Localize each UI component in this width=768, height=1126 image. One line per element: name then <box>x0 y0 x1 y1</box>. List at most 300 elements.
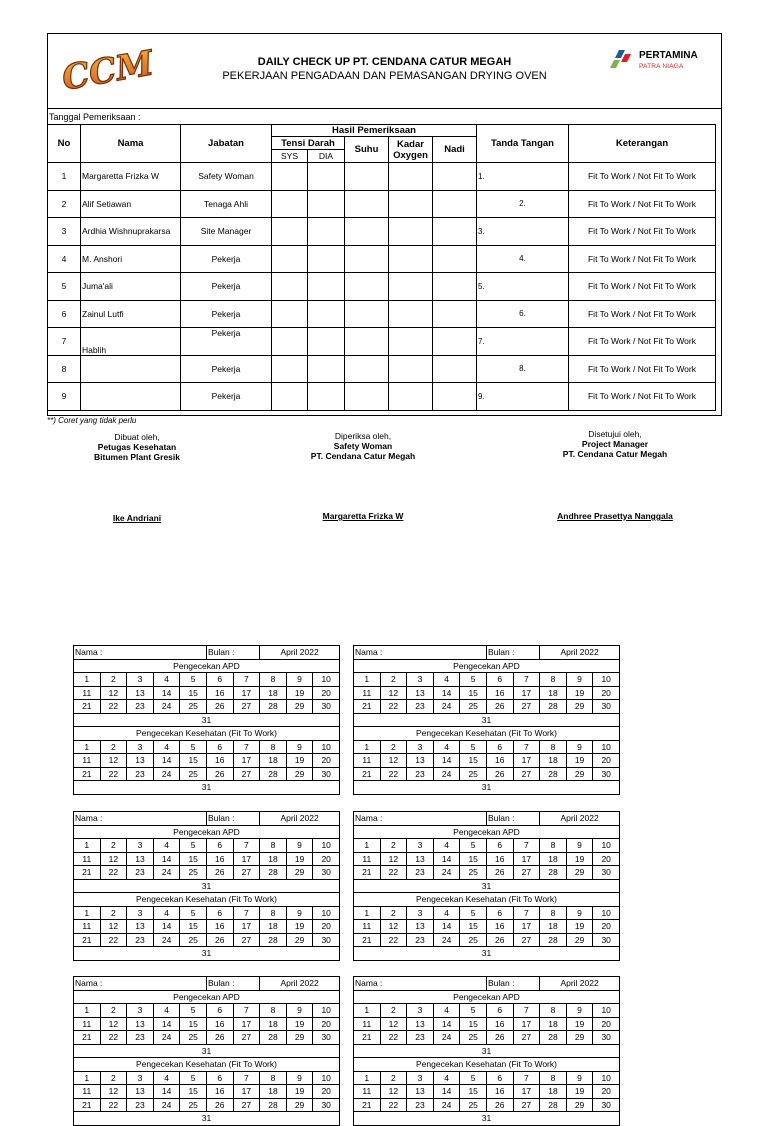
cal-day-cell[interactable]: 31 <box>74 1112 340 1126</box>
cal-day-cell[interactable]: 20 <box>593 1085 620 1099</box>
cal-day-cell[interactable]: 25 <box>460 700 487 714</box>
cal-day-cell[interactable]: 1 <box>74 740 101 754</box>
cal-day-cell[interactable]: 15 <box>460 1085 487 1099</box>
cal-day-cell[interactable]: 2 <box>380 1004 407 1018</box>
cal-day-cell[interactable]: 31 <box>354 713 620 727</box>
cal-day-cell[interactable]: 17 <box>233 754 260 768</box>
cal-day-cell[interactable]: 13 <box>407 1085 434 1099</box>
cal-day-cell[interactable]: 23 <box>127 700 154 714</box>
cal-day-cell[interactable]: 28 <box>540 1098 567 1112</box>
cal-day-cell[interactable]: 11 <box>354 1085 381 1099</box>
cal-day-cell[interactable]: 5 <box>180 906 207 920</box>
cal-day-cell[interactable]: 31 <box>74 1044 340 1058</box>
cal-day-cell[interactable]: 9 <box>286 839 313 853</box>
cal-day-cell[interactable]: 17 <box>513 754 540 768</box>
cal-day-cell[interactable]: 31 <box>354 947 620 961</box>
cal-day-cell[interactable]: 24 <box>433 866 460 880</box>
cal-day-cell[interactable]: 24 <box>153 767 180 781</box>
cal-day-cell[interactable]: 16 <box>206 686 233 700</box>
cal-day-cell[interactable]: 28 <box>260 866 287 880</box>
cal-day-cell[interactable]: 12 <box>380 920 407 934</box>
cal-day-cell[interactable]: 28 <box>540 933 567 947</box>
cal-day-cell[interactable]: 10 <box>593 839 620 853</box>
cal-day-cell[interactable]: 19 <box>566 754 593 768</box>
cal-day-cell[interactable]: 19 <box>566 1085 593 1099</box>
cal-day-cell[interactable]: 27 <box>513 866 540 880</box>
cal-day-cell[interactable]: 7 <box>513 740 540 754</box>
cal-day-cell[interactable]: 31 <box>354 781 620 795</box>
cal-day-cell[interactable]: 20 <box>593 852 620 866</box>
cal-day-cell[interactable]: 1 <box>354 740 381 754</box>
cal-day-cell[interactable]: 18 <box>540 852 567 866</box>
cal-day-cell[interactable]: 4 <box>433 1004 460 1018</box>
cal-day-cell[interactable]: 16 <box>486 852 513 866</box>
row-nadi[interactable] <box>433 300 477 328</box>
cal-day-cell[interactable]: 10 <box>593 673 620 687</box>
cal-day-cell[interactable]: 8 <box>540 1004 567 1018</box>
cal-day-cell[interactable]: 17 <box>513 1017 540 1031</box>
cal-day-cell[interactable]: 24 <box>153 1098 180 1112</box>
cal-day-cell[interactable]: 3 <box>407 1071 434 1085</box>
cal-day-cell[interactable]: 19 <box>566 920 593 934</box>
cal-day-cell[interactable]: 7 <box>233 1071 260 1085</box>
cal-day-cell[interactable]: 20 <box>593 754 620 768</box>
cal-day-cell[interactable]: 17 <box>513 1085 540 1099</box>
cal-day-cell[interactable]: 21 <box>74 1031 101 1045</box>
cal-day-cell[interactable]: 6 <box>206 1004 233 1018</box>
cal-day-cell[interactable]: 20 <box>593 1017 620 1031</box>
cal-day-cell[interactable]: 30 <box>593 866 620 880</box>
cal-day-cell[interactable]: 31 <box>354 1112 620 1126</box>
row-nadi[interactable] <box>433 218 477 246</box>
cal-day-cell[interactable]: 12 <box>380 852 407 866</box>
cal-day-cell[interactable]: 20 <box>313 920 340 934</box>
cal-day-cell[interactable]: 7 <box>233 673 260 687</box>
cal-day-cell[interactable]: 17 <box>233 920 260 934</box>
cal-day-cell[interactable]: 1 <box>74 839 101 853</box>
cal-day-cell[interactable]: 10 <box>313 673 340 687</box>
cal-day-cell[interactable]: 11 <box>74 1085 101 1099</box>
cal-day-cell[interactable]: 23 <box>407 767 434 781</box>
cal-day-cell[interactable]: 16 <box>486 1085 513 1099</box>
cal-day-cell[interactable]: 16 <box>486 686 513 700</box>
cal-day-cell[interactable]: 6 <box>486 1004 513 1018</box>
cal-day-cell[interactable]: 2 <box>100 740 127 754</box>
cal-day-cell[interactable]: 24 <box>433 1098 460 1112</box>
cal-day-cell[interactable]: 30 <box>593 1031 620 1045</box>
cal-day-cell[interactable]: 26 <box>486 700 513 714</box>
cal-day-cell[interactable]: 17 <box>513 686 540 700</box>
row-sys[interactable] <box>272 328 308 356</box>
cal-day-cell[interactable]: 24 <box>153 700 180 714</box>
cal-day-cell[interactable]: 19 <box>286 852 313 866</box>
cal-day-cell[interactable]: 10 <box>593 1071 620 1085</box>
cal-day-cell[interactable]: 23 <box>407 700 434 714</box>
cal-day-cell[interactable]: 17 <box>513 920 540 934</box>
cal-day-cell[interactable]: 13 <box>127 852 154 866</box>
row-sys[interactable] <box>272 218 308 246</box>
cal-day-cell[interactable]: 19 <box>286 686 313 700</box>
cal-day-cell[interactable]: 29 <box>566 1031 593 1045</box>
cal-day-cell[interactable]: 3 <box>407 839 434 853</box>
cal-day-cell[interactable]: 3 <box>127 1004 154 1018</box>
row-dia[interactable] <box>308 328 345 356</box>
cal-day-cell[interactable]: 25 <box>460 1098 487 1112</box>
cal-day-cell[interactable]: 27 <box>233 1031 260 1045</box>
cal-day-cell[interactable]: 27 <box>233 933 260 947</box>
cal-day-cell[interactable]: 9 <box>566 839 593 853</box>
row-nadi[interactable] <box>433 163 477 191</box>
cal-day-cell[interactable]: 9 <box>286 906 313 920</box>
cal-day-cell[interactable]: 5 <box>460 906 487 920</box>
cal-day-cell[interactable]: 28 <box>540 866 567 880</box>
cal-day-cell[interactable]: 11 <box>74 686 101 700</box>
cal-day-cell[interactable]: 13 <box>407 686 434 700</box>
cal-day-cell[interactable]: 14 <box>153 754 180 768</box>
cal-day-cell[interactable]: 29 <box>566 767 593 781</box>
row-dia[interactable] <box>308 218 345 246</box>
cal-day-cell[interactable]: 20 <box>313 1085 340 1099</box>
cal-day-cell[interactable]: 25 <box>180 1098 207 1112</box>
cal-day-cell[interactable]: 26 <box>206 866 233 880</box>
cal-day-cell[interactable]: 1 <box>354 906 381 920</box>
cal-day-cell[interactable]: 2 <box>380 740 407 754</box>
cal-day-cell[interactable]: 21 <box>354 1098 381 1112</box>
row-sys[interactable] <box>272 355 308 383</box>
cal-day-cell[interactable]: 3 <box>407 1004 434 1018</box>
cal-day-cell[interactable]: 4 <box>433 673 460 687</box>
cal-day-cell[interactable]: 19 <box>286 754 313 768</box>
cal-day-cell[interactable]: 30 <box>313 1098 340 1112</box>
cal-day-cell[interactable]: 31 <box>354 1044 620 1058</box>
cal-day-cell[interactable]: 9 <box>286 740 313 754</box>
cal-day-cell[interactable]: 12 <box>380 754 407 768</box>
cal-day-cell[interactable]: 5 <box>460 1004 487 1018</box>
cal-day-cell[interactable]: 25 <box>460 1031 487 1045</box>
row-kadar-oxygen[interactable] <box>389 190 433 218</box>
cal-day-cell[interactable]: 3 <box>127 1071 154 1085</box>
cal-day-cell[interactable]: 15 <box>180 754 207 768</box>
cal-day-cell[interactable]: 10 <box>593 1004 620 1018</box>
cal-day-cell[interactable]: 14 <box>153 1017 180 1031</box>
cal-day-cell[interactable]: 19 <box>286 1017 313 1031</box>
row-sys[interactable] <box>272 273 308 301</box>
cal-day-cell[interactable]: 25 <box>180 1031 207 1045</box>
row-sys[interactable] <box>272 245 308 273</box>
cal-day-cell[interactable]: 9 <box>566 740 593 754</box>
cal-day-cell[interactable]: 21 <box>74 866 101 880</box>
cal-day-cell[interactable]: 30 <box>593 700 620 714</box>
cal-day-cell[interactable]: 26 <box>206 1031 233 1045</box>
cal-day-cell[interactable]: 3 <box>407 740 434 754</box>
cal-day-cell[interactable]: 14 <box>433 852 460 866</box>
cal-day-cell[interactable]: 20 <box>593 920 620 934</box>
cal-day-cell[interactable]: 27 <box>233 767 260 781</box>
cal-day-cell[interactable]: 27 <box>513 1031 540 1045</box>
cal-day-cell[interactable]: 18 <box>540 1017 567 1031</box>
row-nadi[interactable] <box>433 355 477 383</box>
cal-day-cell[interactable]: 5 <box>460 1071 487 1085</box>
cal-day-cell[interactable]: 22 <box>380 866 407 880</box>
cal-day-cell[interactable]: 23 <box>127 767 154 781</box>
cal-day-cell[interactable]: 2 <box>100 906 127 920</box>
cal-day-cell[interactable]: 30 <box>313 767 340 781</box>
cal-day-cell[interactable]: 17 <box>513 852 540 866</box>
cal-day-cell[interactable]: 29 <box>286 700 313 714</box>
cal-day-cell[interactable]: 3 <box>127 839 154 853</box>
cal-day-cell[interactable]: 21 <box>354 1031 381 1045</box>
cal-day-cell[interactable]: 28 <box>540 767 567 781</box>
cal-day-cell[interactable]: 9 <box>286 1004 313 1018</box>
cal-day-cell[interactable]: 14 <box>433 920 460 934</box>
cal-day-cell[interactable]: 12 <box>100 852 127 866</box>
cal-day-cell[interactable]: 26 <box>486 933 513 947</box>
row-nadi[interactable] <box>433 245 477 273</box>
cal-day-cell[interactable]: 9 <box>566 1004 593 1018</box>
cal-day-cell[interactable]: 27 <box>513 700 540 714</box>
cal-day-cell[interactable]: 17 <box>233 1017 260 1031</box>
cal-day-cell[interactable]: 10 <box>313 839 340 853</box>
row-suhu[interactable] <box>345 190 389 218</box>
cal-day-cell[interactable]: 2 <box>380 839 407 853</box>
cal-day-cell[interactable]: 11 <box>354 852 381 866</box>
cal-day-cell[interactable]: 29 <box>566 933 593 947</box>
cal-day-cell[interactable]: 23 <box>407 1031 434 1045</box>
cal-day-cell[interactable]: 5 <box>180 740 207 754</box>
cal-day-cell[interactable]: 13 <box>407 754 434 768</box>
cal-day-cell[interactable]: 29 <box>286 933 313 947</box>
cal-day-cell[interactable]: 28 <box>260 1098 287 1112</box>
cal-day-cell[interactable]: 24 <box>433 933 460 947</box>
row-kadar-oxygen[interactable] <box>389 300 433 328</box>
cal-day-cell[interactable]: 10 <box>593 740 620 754</box>
cal-day-cell[interactable]: 29 <box>566 866 593 880</box>
cal-day-cell[interactable]: 21 <box>74 767 101 781</box>
cal-day-cell[interactable]: 16 <box>206 852 233 866</box>
cal-day-cell[interactable]: 24 <box>433 700 460 714</box>
row-suhu[interactable] <box>345 328 389 356</box>
cal-day-cell[interactable]: 15 <box>460 686 487 700</box>
cal-day-cell[interactable]: 6 <box>206 1071 233 1085</box>
cal-day-cell[interactable]: 18 <box>260 754 287 768</box>
cal-day-cell[interactable]: 27 <box>233 1098 260 1112</box>
cal-day-cell[interactable]: 27 <box>513 1098 540 1112</box>
cal-day-cell[interactable]: 30 <box>593 1098 620 1112</box>
row-kadar-oxygen[interactable] <box>389 245 433 273</box>
cal-day-cell[interactable]: 19 <box>566 852 593 866</box>
cal-day-cell[interactable]: 19 <box>566 1017 593 1031</box>
cal-day-cell[interactable]: 22 <box>100 933 127 947</box>
cal-day-cell[interactable]: 8 <box>260 839 287 853</box>
cal-day-cell[interactable]: 28 <box>260 700 287 714</box>
row-sys[interactable] <box>272 383 308 411</box>
cal-day-cell[interactable]: 9 <box>566 906 593 920</box>
cal-day-cell[interactable]: 8 <box>540 1071 567 1085</box>
cal-day-cell[interactable]: 18 <box>540 754 567 768</box>
row-dia[interactable] <box>308 355 345 383</box>
cal-day-cell[interactable]: 4 <box>153 673 180 687</box>
cal-day-cell[interactable]: 6 <box>206 839 233 853</box>
cal-day-cell[interactable]: 21 <box>74 933 101 947</box>
cal-day-cell[interactable]: 19 <box>566 686 593 700</box>
row-suhu[interactable] <box>345 273 389 301</box>
cal-day-cell[interactable]: 11 <box>354 1017 381 1031</box>
row-kadar-oxygen[interactable] <box>389 328 433 356</box>
cal-day-cell[interactable]: 14 <box>153 686 180 700</box>
cal-day-cell[interactable]: 30 <box>593 933 620 947</box>
cal-day-cell[interactable]: 16 <box>206 1017 233 1031</box>
cal-day-cell[interactable]: 6 <box>486 673 513 687</box>
cal-day-cell[interactable]: 30 <box>313 866 340 880</box>
cal-day-cell[interactable]: 26 <box>486 1031 513 1045</box>
cal-day-cell[interactable]: 4 <box>153 1071 180 1085</box>
cal-day-cell[interactable]: 22 <box>100 866 127 880</box>
cal-day-cell[interactable]: 25 <box>460 933 487 947</box>
cal-day-cell[interactable]: 20 <box>313 686 340 700</box>
cal-day-cell[interactable]: 8 <box>260 740 287 754</box>
cal-day-cell[interactable]: 26 <box>486 866 513 880</box>
cal-day-cell[interactable]: 19 <box>286 920 313 934</box>
cal-day-cell[interactable]: 15 <box>180 1085 207 1099</box>
cal-day-cell[interactable]: 4 <box>433 740 460 754</box>
cal-day-cell[interactable]: 12 <box>380 686 407 700</box>
cal-day-cell[interactable]: 27 <box>233 700 260 714</box>
cal-day-cell[interactable]: 10 <box>313 740 340 754</box>
cal-day-cell[interactable]: 15 <box>180 920 207 934</box>
cal-day-cell[interactable]: 7 <box>233 906 260 920</box>
cal-day-cell[interactable]: 16 <box>486 754 513 768</box>
cal-day-cell[interactable]: 6 <box>206 673 233 687</box>
cal-day-cell[interactable]: 16 <box>206 754 233 768</box>
cal-day-cell[interactable]: 4 <box>153 906 180 920</box>
cal-day-cell[interactable]: 21 <box>74 1098 101 1112</box>
cal-day-cell[interactable]: 6 <box>486 906 513 920</box>
cal-day-cell[interactable]: 13 <box>127 1085 154 1099</box>
cal-day-cell[interactable]: 8 <box>260 673 287 687</box>
cal-day-cell[interactable]: 14 <box>433 1017 460 1031</box>
cal-day-cell[interactable]: 29 <box>286 866 313 880</box>
cal-day-cell[interactable]: 25 <box>460 866 487 880</box>
cal-day-cell[interactable]: 16 <box>206 1085 233 1099</box>
cal-day-cell[interactable]: 1 <box>354 1071 381 1085</box>
cal-day-cell[interactable]: 9 <box>566 673 593 687</box>
cal-day-cell[interactable]: 28 <box>540 1031 567 1045</box>
cal-day-cell[interactable]: 1 <box>354 839 381 853</box>
cal-day-cell[interactable]: 26 <box>206 1098 233 1112</box>
cal-day-cell[interactable]: 24 <box>153 866 180 880</box>
cal-day-cell[interactable]: 13 <box>127 686 154 700</box>
cal-day-cell[interactable]: 5 <box>180 1004 207 1018</box>
cal-day-cell[interactable]: 12 <box>380 1017 407 1031</box>
cal-day-cell[interactable]: 12 <box>380 1085 407 1099</box>
cal-day-cell[interactable]: 14 <box>433 754 460 768</box>
cal-day-cell[interactable]: 16 <box>486 920 513 934</box>
cal-day-cell[interactable]: 22 <box>380 1098 407 1112</box>
cal-day-cell[interactable]: 25 <box>460 767 487 781</box>
cal-day-cell[interactable]: 6 <box>206 906 233 920</box>
cal-day-cell[interactable]: 26 <box>206 700 233 714</box>
cal-day-cell[interactable]: 11 <box>74 852 101 866</box>
cal-day-cell[interactable]: 4 <box>433 839 460 853</box>
cal-day-cell[interactable]: 15 <box>460 920 487 934</box>
cal-day-cell[interactable]: 10 <box>593 906 620 920</box>
cal-day-cell[interactable]: 7 <box>233 740 260 754</box>
cal-day-cell[interactable]: 25 <box>180 767 207 781</box>
row-dia[interactable] <box>308 190 345 218</box>
cal-day-cell[interactable]: 15 <box>460 1017 487 1031</box>
cal-day-cell[interactable]: 23 <box>127 933 154 947</box>
row-suhu[interactable] <box>345 300 389 328</box>
cal-day-cell[interactable]: 17 <box>233 686 260 700</box>
cal-day-cell[interactable]: 19 <box>286 1085 313 1099</box>
cal-day-cell[interactable]: 15 <box>180 686 207 700</box>
cal-day-cell[interactable]: 30 <box>313 700 340 714</box>
cal-day-cell[interactable]: 1 <box>74 1004 101 1018</box>
cal-day-cell[interactable]: 31 <box>354 879 620 893</box>
cal-day-cell[interactable]: 13 <box>127 754 154 768</box>
cal-day-cell[interactable]: 16 <box>206 920 233 934</box>
cal-day-cell[interactable]: 18 <box>540 686 567 700</box>
row-suhu[interactable] <box>345 383 389 411</box>
cal-day-cell[interactable]: 1 <box>74 906 101 920</box>
cal-day-cell[interactable]: 13 <box>407 1017 434 1031</box>
cal-day-cell[interactable]: 21 <box>74 700 101 714</box>
cal-day-cell[interactable]: 12 <box>100 1017 127 1031</box>
cal-day-cell[interactable]: 12 <box>100 754 127 768</box>
cal-day-cell[interactable]: 14 <box>153 1085 180 1099</box>
cal-day-cell[interactable]: 29 <box>286 1031 313 1045</box>
cal-day-cell[interactable]: 14 <box>153 852 180 866</box>
cal-day-cell[interactable]: 2 <box>380 906 407 920</box>
cal-day-cell[interactable]: 1 <box>74 1071 101 1085</box>
row-nadi[interactable] <box>433 273 477 301</box>
cal-day-cell[interactable]: 3 <box>127 906 154 920</box>
cal-day-cell[interactable]: 2 <box>100 1004 127 1018</box>
cal-day-cell[interactable]: 18 <box>260 920 287 934</box>
cal-day-cell[interactable]: 5 <box>180 1071 207 1085</box>
cal-day-cell[interactable]: 17 <box>233 852 260 866</box>
row-nadi[interactable] <box>433 328 477 356</box>
cal-day-cell[interactable]: 2 <box>380 1071 407 1085</box>
cal-day-cell[interactable]: 7 <box>513 839 540 853</box>
row-dia[interactable] <box>308 273 345 301</box>
cal-day-cell[interactable]: 26 <box>486 1098 513 1112</box>
cal-day-cell[interactable]: 11 <box>74 1017 101 1031</box>
cal-day-cell[interactable]: 2 <box>100 673 127 687</box>
cal-day-cell[interactable]: 22 <box>100 700 127 714</box>
cal-day-cell[interactable]: 10 <box>313 1004 340 1018</box>
cal-day-cell[interactable]: 23 <box>407 866 434 880</box>
cal-day-cell[interactable]: 9 <box>286 1071 313 1085</box>
cal-day-cell[interactable]: 16 <box>486 1017 513 1031</box>
cal-day-cell[interactable]: 20 <box>313 852 340 866</box>
row-kadar-oxygen[interactable] <box>389 218 433 246</box>
cal-day-cell[interactable]: 13 <box>407 920 434 934</box>
cal-day-cell[interactable]: 18 <box>540 920 567 934</box>
cal-day-cell[interactable]: 11 <box>74 754 101 768</box>
cal-day-cell[interactable]: 18 <box>540 1085 567 1099</box>
cal-day-cell[interactable]: 8 <box>260 1004 287 1018</box>
cal-day-cell[interactable]: 15 <box>460 852 487 866</box>
cal-day-cell[interactable]: 18 <box>260 852 287 866</box>
cal-day-cell[interactable]: 18 <box>260 1017 287 1031</box>
cal-day-cell[interactable]: 14 <box>153 920 180 934</box>
cal-day-cell[interactable]: 29 <box>286 767 313 781</box>
cal-day-cell[interactable]: 8 <box>540 906 567 920</box>
cal-day-cell[interactable]: 5 <box>180 673 207 687</box>
cal-day-cell[interactable]: 23 <box>407 1098 434 1112</box>
row-dia[interactable] <box>308 383 345 411</box>
